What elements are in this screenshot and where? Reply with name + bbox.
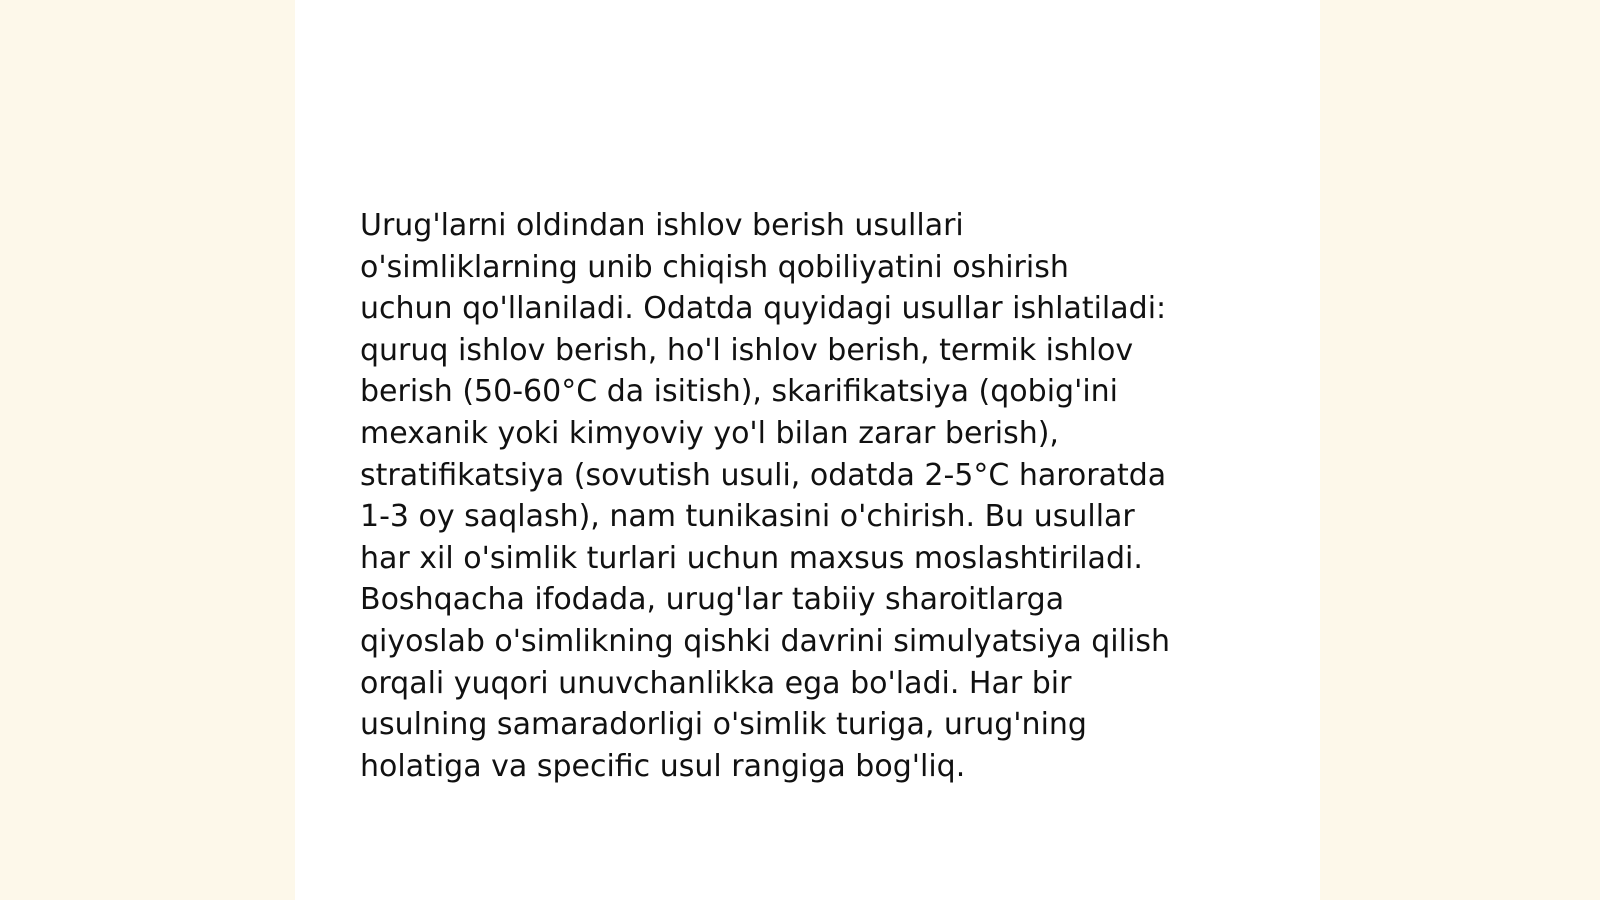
paragraph-line: holatiga va specific usul rangiga bog'liq. <box>360 748 966 784</box>
paragraph-line: orqali yuqori unuvchanlikka ega bo'ladi. Har bir <box>360 665 1072 701</box>
paragraph-line: har xil o'simlik turlari uchun maxsus moslashtiriladi. <box>360 540 1143 576</box>
body-paragraph <box>360 205 1260 787</box>
paragraph-line: qiyoslab o'simlikning qishki davrini simulyatsiya qilish <box>360 623 1170 659</box>
paragraph-line: Boshqacha ifodada, urug'lar tabiiy sharoitlarga <box>360 582 1065 618</box>
paragraph-line: uchun qo'llaniladi. Odatda quyidagi usullar ishlatiladi: <box>360 291 1167 327</box>
document-page <box>295 0 1320 900</box>
paragraph-line: o'simliklarning unib chiqish qobiliyatini oshirish <box>360 249 1069 285</box>
paragraph-line: quruq ishlov berish, ho'l ishlov berish, termik ishlov <box>360 332 1134 368</box>
paragraph-line: berish (50-60°C da isitish), skarifikatsiya (qobig'ini <box>360 374 1118 410</box>
paragraph-line: 1-3 oy saqlash), nam tunikasini o'chirish. Bu usullar <box>360 499 1135 535</box>
paragraph-line: Urug'larni oldindan ishlov berish usullari <box>360 208 964 243</box>
paragraph-line: usulning samaradorligi o'simlik turiga, urug'ning <box>360 707 1087 743</box>
paragraph-line: mexanik yoki kimyoviy yo'l bilan zarar berish), <box>360 415 1059 451</box>
paragraph-line: stratifikatsiya (sovutish usuli, odatda 2-5°C haroratda <box>360 457 1167 493</box>
